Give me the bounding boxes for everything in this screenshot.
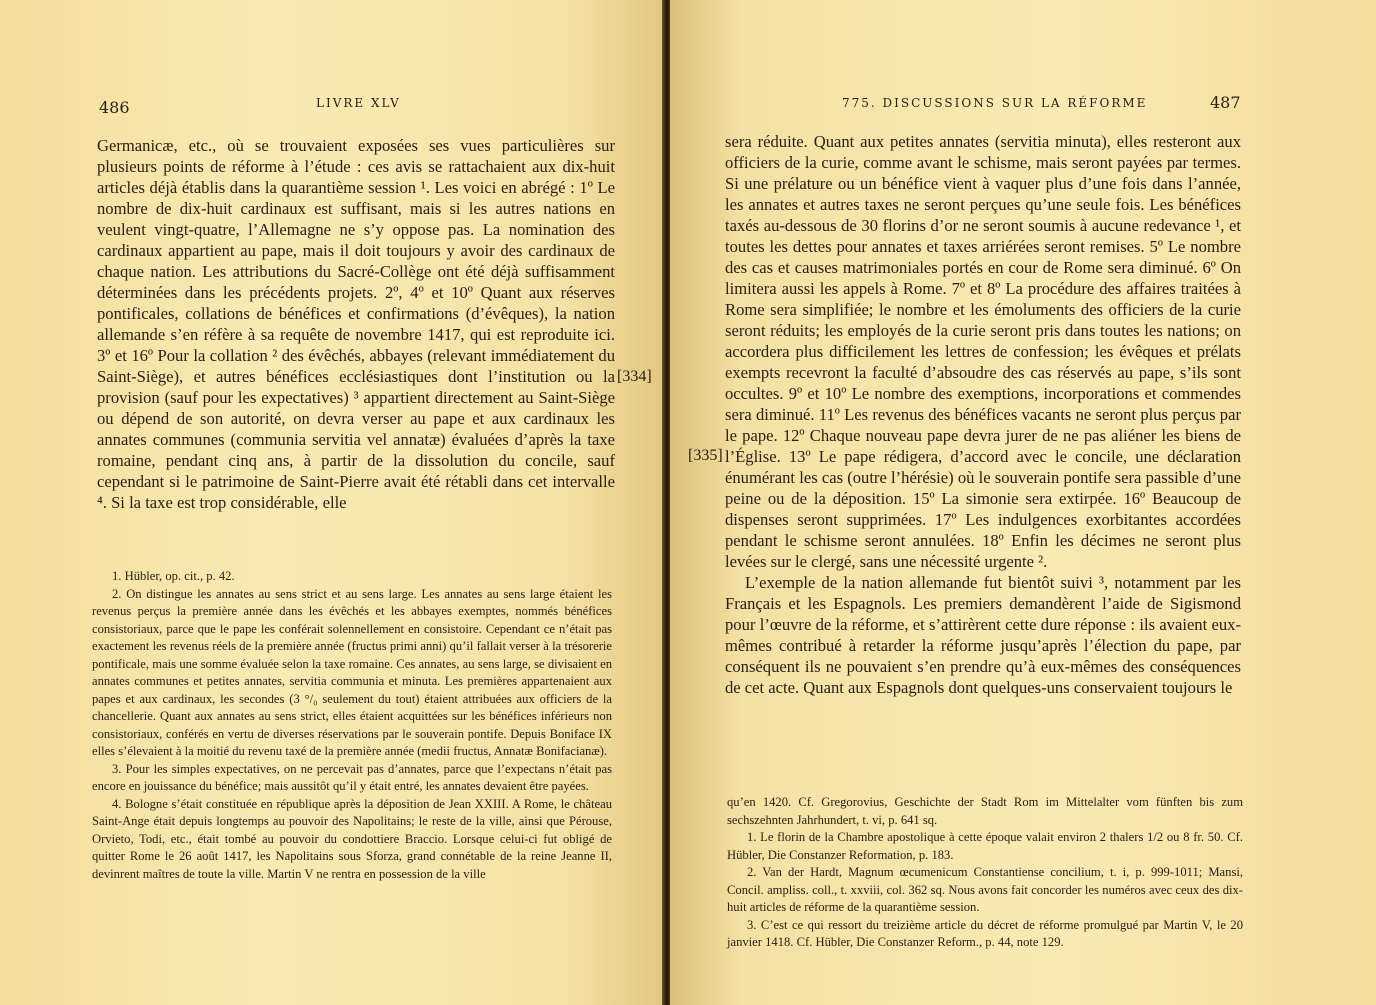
page-number: 487: [1210, 93, 1241, 112]
right-page: [670, 0, 1376, 1005]
running-header: LIVRE XLV: [316, 96, 401, 110]
footnote: 2. Van der Hardt, Magnum œcumenicum Constantiense concilium, t. i, p. 999-1011; Mansi, Concil. ampliss. coll., t. xxviii, col. 362 sq. Nous avons fait concorder les numéros avec ceux des dix-huit articles de réforme de la quarantième session.: [727, 865, 1243, 914]
footnote: 3. Pour les simples expectatives, on ne percevait pas d’annates, parce que l’expectans n’était pas encore en jouissance du bénéfice; mais aussitôt qu’il y était entré, les annates devaient être payées.: [92, 761, 612, 793]
footnote: 2. On distingue les annates au sens strict et au sens large. Les annates au sens large étaient les revenus perçus la première année dans les évêchés et les abbayes exemptes, nommés bénéfices consistoriaux, parce que le pape les conférait solennellement en consistoire. Cependant ce n’était pas exactement les revenus réels de la première année (fructus primi anni) qu’il fallait verser à la trésorerie pontificale, mais une somme évaluée selon la taxe romaine. Ces annates, au sens large, se divisaient en annates communes et petites annates, servitia communia et minuta. Les premières appartenaient aux papes et aux cardinaux, les secondes (3 °/₀ seulement du tout) étaient attribuées aux officiers de la chancellerie. Quant aux annates au sens strict, elles étaient acquittées sur les bénéfices inférieurs non consistoriaux, conférés en vertu de diverses réservations par le souverain pontife. Depuis Boniface IX elles s’élevaient à la moitié du revenu taxé de la première année (medii fructus, Annatæ Bonifacianæ).: [92, 586, 612, 758]
footnote: 3. C’est ce qui ressort du treizième article du décret de réforme promulgué par Martin V, le 20 janvier 1418. Cf. Hübler, Die Constanzer Reform., p. 44, note 129.: [727, 917, 1243, 949]
paragraph: L’exemple de la nation allemande fut bientôt suivi ³, notamment par les Français et les Espagnols. Les premiers demandèrent l’aide de Sigismond pour l’œuvre de la réforme, et s’attirèrent cette dure réponse : ils avaient eux-mêmes contribué à retarder la réforme jusqu’après l’élection du pape, par conséquent ils ne pouvaient s’en prendre qu’à eux-mêmes des conséquences de cet acte. Quant aux Espagnols dont quelques-uns conservaient toujours le: [725, 573, 1241, 697]
page-number: 486: [99, 98, 130, 117]
main-text: [725, 131, 1241, 698]
left-page: [0, 0, 664, 1005]
footnotes: [92, 568, 612, 883]
running-header: 775. DISCUSSIONS SUR LA RÉFORME: [842, 96, 1148, 110]
paragraph: sera réduite. Quant aux petites annates (servitia minuta), elles resteront aux officiers de la curie, comme avant le schisme, mais seront payées par termes. Si une prélature ou un bénéfice vient à vaquer plus d’une fois dans l’année, les annates et autres taxes ne seront perçues qu’une seule fois. Les bénéfices taxés au-dessous de 30 florins d’or ne seront soumis à aucune redevance ¹, et toutes les dettes pour annates et taxes arriérées seront remises. 5º Le nombre des cas et causes matrimoniales portés en cour de Rome sera diminué. 6º On limitera aussi les appels à Rome. 7º et 8º La procédure des affaires traitées à Rome sera simplifiée; le nombre et les émoluments des officiers de la curie seront réduits; les employés de la curie seront pris dans toutes les nations; on accordera plus difficilement les lettres de confession; les évêques et prélats exempts recevront la faculté d’absoudre des cas réservés au pape, s’ils sont occultes. 9º et 10º Le nombre des exemptions, incorporations et commendes sera diminué. 11º Les revenus des bénéfices vacants ne seront plus perçus par le pape. 12º Chaque nouveau pape devra jurer de ne pas aliéner les biens de l’Église. 13º Le pape rédigera, d’accord avec le concile, une déclaration énumérant les cas (outre l’hérésie) où le souverain pontife sera passible d’une peine ou de la déposition. 15º La simonie sera extirpée. 16º Beaucoup de dispenses seront supprimées. 17º Les indulgences exorbitantes accordées pendant le schisme seront annulées. 18º Enfin les décimes ne seront plus levées sur le clergé, sans une nécessité urgente ².: [725, 132, 1241, 571]
main-text: [97, 135, 615, 513]
margin-page-marker: [335]: [688, 447, 723, 464]
footnote: 4. Bologne s’était constituée en république après la déposition de Jean XXIII. A Rome, le château Saint-Ange était depuis longtemps au pouvoir des Napolitains; le reste de la ville, ainsi que Pérouse, Orvieto, Todi, etc., était tombé au pouvoir du condottiere Braccio. Lorsque celui-ci fut obligé de quitter Rome le 26 août 1417, les Napolitains sous Sforza, grand connétable de la reine Jeanne II, devinrent maîtres de toute la ville. Martin V ne rentra en possession de la ville: [92, 796, 612, 881]
footnote: 1. Le florin de la Chambre apostolique à cette époque valait environ 2 thalers 1/2 ou 8 fr. 50. Cf. Hübler, Die Constanzer Reformation, p. 183.: [727, 830, 1243, 862]
footnote-continuation: qu’en 1420. Cf. Gregorovius, Geschichte der Stadt Rom im Mittelalter vom fünften bis zum sechszehnten Jahrhundert, t. vi, p. 641 sq.: [727, 795, 1243, 827]
margin-page-marker: [334]: [617, 368, 652, 385]
footnotes: [727, 794, 1243, 952]
paragraph: Germanicæ, etc., où se trouvaient exposées ses vues particulières sur plusieurs points de réforme à l’étude : ces avis se rattachaient aux dix-huit articles déjà établis dans la quarantième session ¹. Les voici en abrégé : 1º Le nombre de dix-huit cardinaux est suffisant, mais si les autres nations en veulent vingt-quatre, l’Allemagne ne s’y oppose pas. La nomination des cardinaux appartient au pape, mais il doit toujours y avoir des cardinaux de chaque nation. Les attributions du Sacré-Collège ont été déjà suffisamment déterminées dans les précédents projets. 2º, 4º et 10º Quant aux réserves pontificales, collations de bénéfices et confirmations (d’évêques), la nation allemande s’en réfère à sa requête de novembre 1417, qui est reproduite ici. 3º et 16º Pour la collation ² des évêchés, abbayes (relevant immédiatement du Saint-Siège), et autres bénéfices ecclésiastiques dont l’institution ou la provision (sauf pour les expectatives) ³ appartient directement au Saint-Siège ou dépend de son autorité, on devra verser au pape et aux cardinaux les annates communes (communia servitia vel annatæ) évaluées d’après la taxe romaine, pendant cinq ans, à partir de la dissolution du concile, sauf cependant si le patrimoine de Saint-Pierre avait été rétabli dans cet intervalle ⁴. Si la taxe est trop considérable, elle: [97, 136, 615, 512]
footnote: 1. Hübler, op. cit., p. 42.: [112, 569, 235, 583]
